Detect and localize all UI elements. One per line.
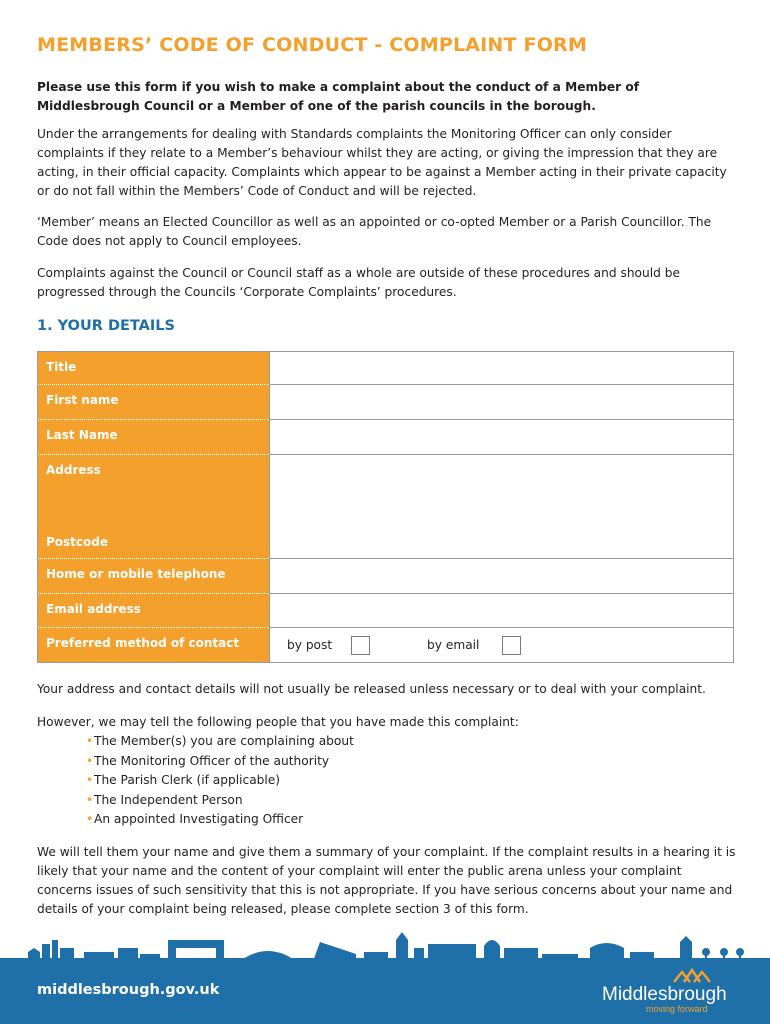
logo-wordmark: Middlesbrough	[602, 984, 727, 1005]
paragraph-summary-disclosure: We will tell them your name and give them a summary of your complaint. If the complaint results in a hearing it is likely that your name and the content of your complaint will enter the public arena unless your complaint concerns issues of such sensitivity that this is not appropriate. If you have serious concerns about your name and details of your complaint being released, please complete section 3 of this form.	[37, 845, 736, 916]
bullet-icon: •	[86, 773, 94, 788]
preferred-contact-cell	[269, 628, 733, 662]
last-name-input[interactable]	[269, 420, 733, 455]
field-label-telephone: Home or mobile telephone	[38, 559, 269, 594]
paragraph-member-definition: ‘Member’ means an Elected Councillor as well as an appointed or co-opted Member or a Parish Councillor. The Code does not apply to Council employees.	[37, 215, 712, 248]
intro-text: Please use this form if you wish to make a complaint about the conduct of a Member of Middlesbrough Council or a Member of one of the parish councils in the borough.	[37, 80, 640, 113]
field-label-last-name: Last Name	[38, 420, 269, 455]
recipients-list	[86, 732, 354, 830]
form-row-last-name	[38, 420, 733, 455]
list-item	[86, 810, 354, 830]
by-email-checkbox[interactable]	[502, 636, 521, 655]
list-item-text: The Independent Person	[94, 792, 243, 807]
list-item-text: An appointed Investigating Officer	[94, 812, 304, 827]
page-title: MEMBERS’ CODE OF CONDUCT - COMPLAINT FORM	[37, 34, 587, 56]
email-input[interactable]	[269, 594, 733, 628]
bullet-icon: •	[86, 753, 94, 768]
field-label-postcode: Postcode	[46, 535, 109, 549]
paragraph-who-we-tell: However, we may tell the following people that you have made this complaint:	[37, 715, 519, 729]
list-item	[86, 771, 354, 791]
list-item	[86, 791, 354, 811]
form-row-email	[38, 594, 733, 628]
paragraph-scope: Under the arrangements for dealing with Standards complaints the Monitoring Officer can only consider complaints if they relate to a Member’s behaviour whilst they are acting, or giving the impression that they are acting, in their official capacity. Complaints which appear to be against a Member acting in their private capacity or do not fall within the Members’ Code of Conduct and will be rejected.	[37, 127, 727, 198]
section-heading-your-details: 1. YOUR DETAILS	[37, 318, 175, 334]
website-link[interactable]: middlesbrough.gov.uk	[37, 982, 220, 998]
form-row-title	[38, 352, 733, 385]
bullet-icon: •	[86, 812, 94, 827]
field-label-title: Title	[38, 352, 269, 385]
telephone-input[interactable]	[269, 559, 733, 594]
form-row-preferred-contact	[38, 628, 733, 662]
paragraph-corporate-complaints: Complaints against the Council or Council staff as a whole are outside of these procedures and should be progressed through the Councils ‘Corporate Complaints’ procedures.	[37, 266, 680, 299]
rooftops-icon	[598, 964, 738, 984]
your-details-form	[37, 351, 734, 663]
field-label-first-name: First name	[38, 385, 269, 420]
list-item	[86, 732, 354, 752]
field-label-address: Address	[46, 463, 101, 477]
by-email-label: by email	[427, 638, 480, 652]
form-row-telephone	[38, 559, 733, 594]
paragraph-contact-release: Your address and contact details will not usually be released unless necessary or to deal with your complaint.	[37, 682, 706, 696]
address-label-cell	[38, 455, 269, 559]
list-item-text: The Member(s) you are complaining about	[94, 734, 354, 748]
middlesbrough-logo	[598, 964, 738, 1018]
list-item	[86, 752, 354, 772]
first-name-input[interactable]	[269, 385, 733, 420]
by-post-checkbox[interactable]	[351, 636, 370, 655]
page-footer	[0, 958, 770, 1024]
title-input[interactable]	[269, 352, 733, 385]
by-post-label: by post	[287, 638, 333, 652]
bullet-icon: •	[86, 734, 94, 748]
form-row-address	[38, 455, 733, 559]
field-label-email: Email address	[38, 594, 269, 628]
bullet-icon: •	[86, 792, 94, 807]
list-item-text: The Parish Clerk (if applicable)	[94, 773, 281, 788]
list-item-text: The Monitoring Officer of the authority	[94, 753, 330, 768]
form-row-first-name	[38, 385, 733, 420]
field-label-preferred-contact: Preferred method of contact	[38, 628, 269, 662]
address-input[interactable]	[269, 455, 733, 559]
logo-tagline: moving forward	[646, 1004, 708, 1014]
